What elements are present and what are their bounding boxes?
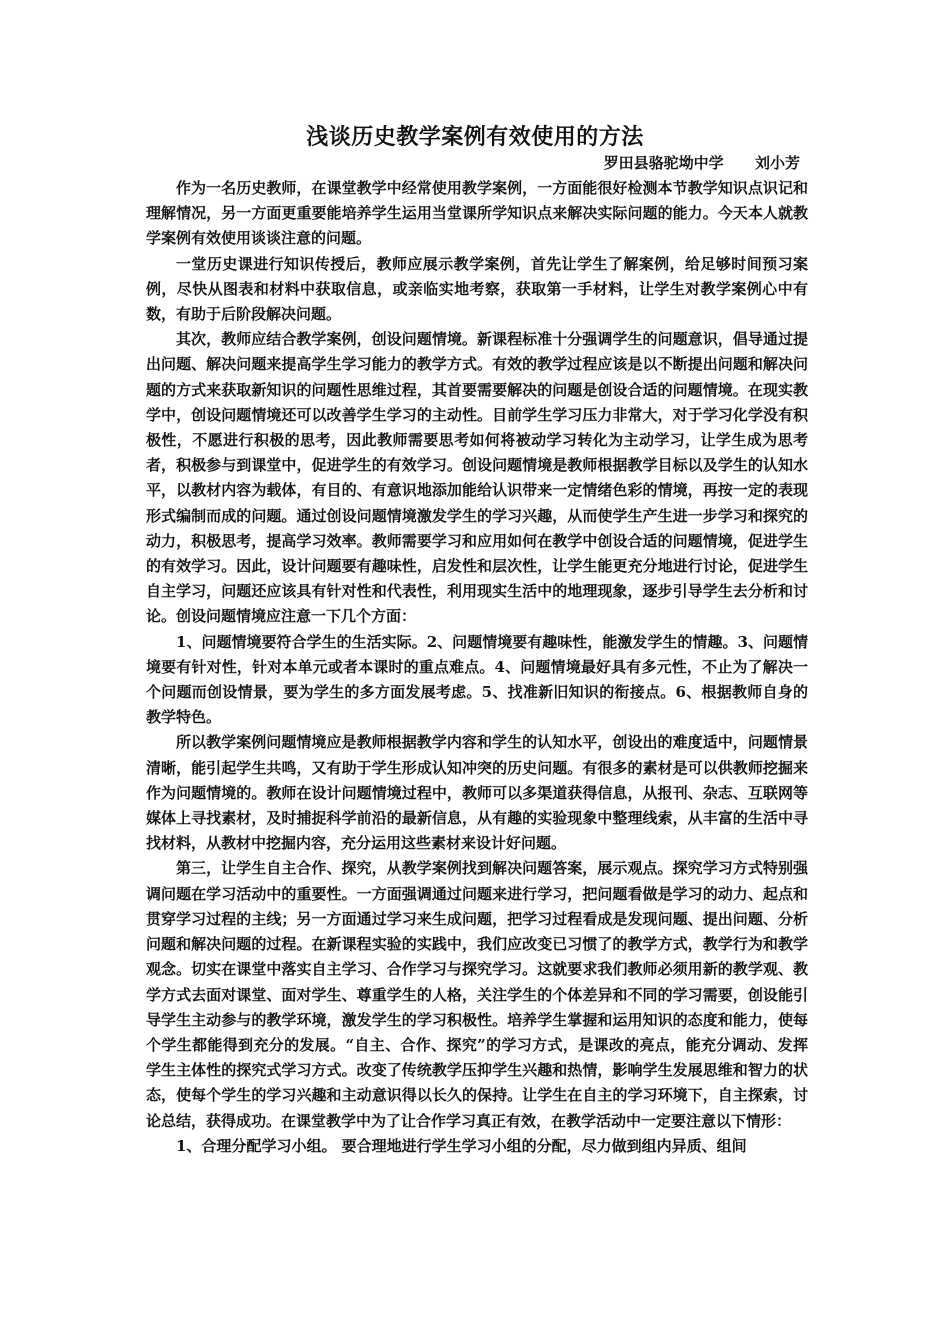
paragraph: 1、问题情境要符合学生的生活实际。2、问题情境要有趣味性，能激发学生的情趣。3、问题情境要有针对性，针对本单元或者本课时的重点难点。4、问题情境最好具有多元性，不止为了解决一个问题而创设情景，要为学生的多方面发展考虑。5、找准新旧知识的衔接点。6、根据教师自身的教学特色。: [146, 632, 808, 727]
paragraph: 一堂历史课进行知识传授后，教师应展示教学案例，首先让学生了解案例，给足够时间预习案例，尽快从图表和材料中获取信息，或亲临实地考察，获取第一手材料，让学生对教学案例心中有数，有助于后阶段解决问题。: [146, 254, 808, 324]
paragraph: 其次，教师应结合教学案例，创设问题情境。新课程标准十分强调学生的问题意识，倡导通过提出问题、解决问题来提高学生学习能力的教学方式。有效的教学过程应该是以不断提出问题和解决问题的方式来获取新知识的问题性思维过程，其首要需要解决的问题是创设合适的问题情境。在现实教学中，创设问题情境还可以改善学生学习的主动性。目前学生学习压力非常大，对于学习化学没有积极性，不愿进行积极的思考，因此教师需要思考如何将被动学习转化为主动学习，让学生成为思考者，积极参与到课堂中，促进学生的有效学习。创设问题情境是教师根据教学目标以及学生的认知水平，以教材内容为载体，有目的、有意识地添加能给认识带来一定情绪色彩的情境，再按一定的表现形式编制而成的问题。通过创设问题情境激发学生的学习兴趣，从而使学生产生进一步学习和探究的动力，积极思考，提高学习效率。教师需要学习和应用如何在教学中创设合适的问题情境，促进学生的有效学习。因此，设计问题要有趣味性，启发性和层次性，让学生能更充分地进行讨论，促进学生自主学习，问题还应该具有针对性和代表性，利用现实生活中的地理现象，逐步引导学生去分析和讨论。创设问题情境应注意一下几个方面：: [146, 330, 808, 626]
author-line: 罗田县骆驼坳中学 刘小芳: [603, 154, 800, 172]
paragraph: 1、合理分配学习小组。 要合理地进行学生学习小组的分配，尽力做到组内异质、组间: [176, 1136, 747, 1155]
paragraph: 所以教学案例问题情境应是教师根据教学内容和学生的认知水平，创设出的难度适中，问题情景清晰，能引起学生共鸣，又有助于学生形成认知冲突的历史问题。有很多的素材是可以供教师挖掘来作为问题情境的。教师在设计问题情境过程中，教师可以多渠道获得信息，从报刊、杂志、互联网等媒体上寻找素材，及时捕捉科学前沿的最新信息，从有趣的实验现象中整理线索，从丰富的生活中寻找材料，从教材中挖掘内容，充分运用这些素材来设计好问题。: [146, 733, 808, 853]
document-body: [146, 176, 808, 1159]
document-title: 浅谈历史教学案例有效使用的方法: [306, 124, 644, 150]
paragraph: 作为一名历史教师，在课堂教学中经常使用教学案例，一方面能很好检测本节教学知识点识记和理解情况，另一方面更重要能培养学生运用当堂课所学知识点来解决实际问题的能力。今天本人就教学案例有效使用谈谈注意的问题。: [146, 179, 808, 248]
paragraph: 第三，让学生自主合作、探究，从教学案例找到解决问题答案，展示观点。探究学习方式特别强调问题在学习活动中的重要性。一方面强调通过问题来进行学习，把问题看做是学习的动力、起点和贯穿学习过程的主线；另一方面通过学习来生成问题，把学习过程看成是发现问题、提出问题、分析问题和解决问题的过程。在新课程实验的实践中，我们应改变已习惯了的教学方式，教学行为和教学观念。切实在课堂中落实自主学习、合作学习与探究学习。这就要求我们教师必须用新的教学观、教学方式去面对课堂、面对学生、尊重学生的人格，关注学生的个体差异和不同的学习需要，创设能引导学生主动参与的教学环境，激发学生的学习积极性。培养学生掌握和运用知识的态度和能力，使每个学生都能得到充分的发展。“自主、合作、探究”的学习方式，是课改的亮点，能充分调动、发挥学生主体性的探究式学习方式。改变了传统教学压抑学生兴趣和热情，影响学生发展思维和智力的状态，使每个学生的学习兴趣和主动意识得以长久的保持。让学生在自主的学习环境下，自主探索，讨论总结，获得成功。在课堂教学中为了让合作学习真正有效，在教学活动中一定要注意以下情形：: [146, 859, 808, 1130]
